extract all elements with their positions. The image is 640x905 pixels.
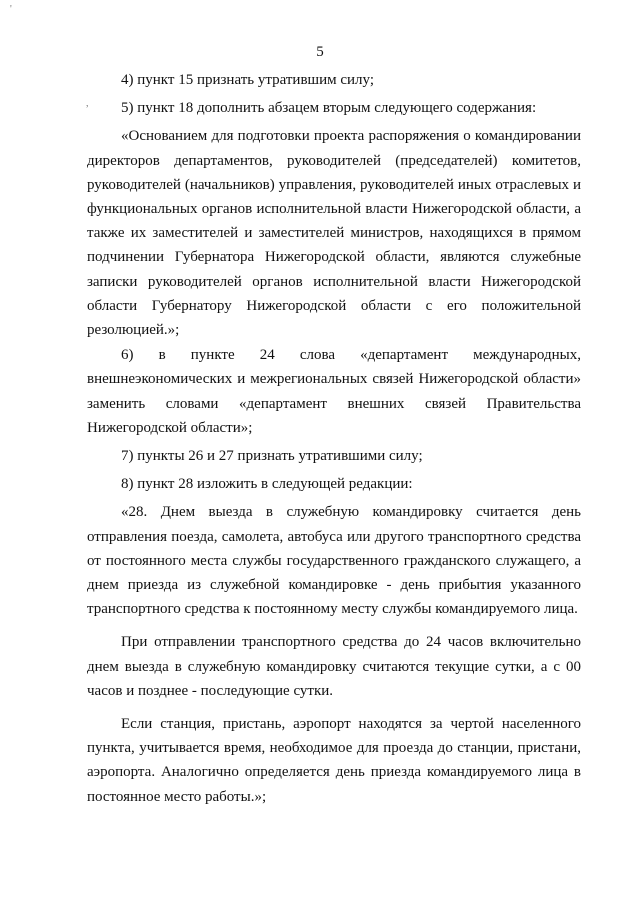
- item-8-quote-p3: Если станция, пристань, аэропорт находятся за чертой населенного пункта, учитывается время, необходимое для проезда до станции, пристани, аэропорта. Аналогично определяется день приезда командируемого лица в постоянное место работы.»;: [87, 716, 581, 805]
- item-8-quote-p2: При отправлении транспортного средства до 24 часов включительно днем выезда в служебную командировку считаются текущие сутки, а с 00 часов и позднее - последующие сутки.: [87, 634, 581, 699]
- item-4: 4) пункт 15 признать утратившим силу;: [121, 72, 375, 88]
- item-5: 5) пункт 18 дополнить абзацем вторым следующего содержания:: [121, 100, 537, 117]
- scan-mark: ': [10, 4, 12, 15]
- item-8: 8) пункт 28 изложить в следующей редакции:: [121, 476, 413, 493]
- item-7: 7) пункты 26 и 27 признать утратившими силу;: [121, 448, 423, 465]
- item-5-quote: «Основанием для подготовки проекта распоряжения о командировании директоров департаментов, руководителей (председателей) комитетов, руководителей (начальников) управления, руководителей иных отраслевых и функциональных органов исполнительной власти Нижегородской области, а также их заместителей и заместителей министров, находящихся в прямом подчинении Губернатора Нижегородской области, являются служебные записки руководителей органов исполнительной власти Нижегородской области Губернатору Нижегородской области с его положительной резолюцией.»;: [87, 128, 581, 339]
- document-body: [87, 68, 581, 813]
- scan-mark: ,: [86, 98, 89, 109]
- page-number: 5: [316, 44, 324, 60]
- item-8-quote-p1: «28. Днем выезда в служебную командировку считается день отправления поезда, самолета, автобуса или другого транспортного средства от постоянного места службы государственного гражданского служащего, а днем приезда из служебной командировке - день прибытия указанного транспортного средства к постоянному месту службы командируемого лица.: [87, 504, 581, 618]
- item-6: 6) в пункте 24 слова «департамент международных, внешнеэкономических и межрегиональных связей Нижегородской области» заменить словами «департамент внешних связей Правительства Нижегородской области»;: [87, 347, 581, 436]
